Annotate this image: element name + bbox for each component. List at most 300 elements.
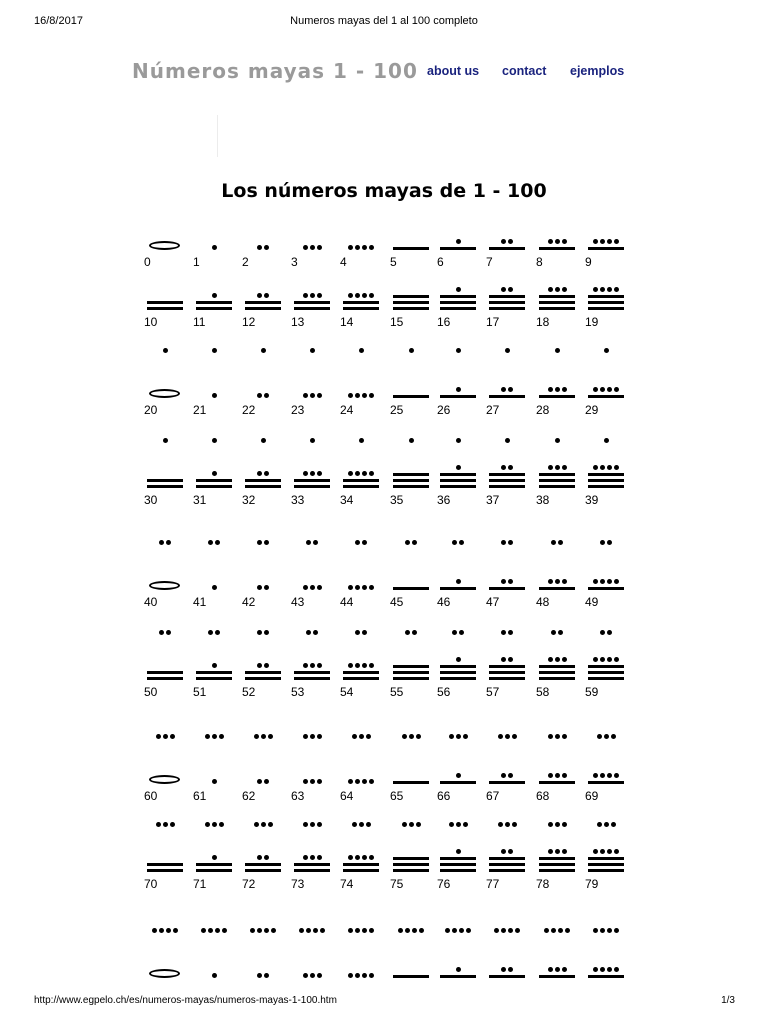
numeral-label: 36 [437, 493, 451, 507]
dot [317, 973, 322, 978]
upper-level-dots [241, 822, 285, 828]
bar-glyph [393, 307, 429, 310]
lower-level-dots [584, 387, 628, 393]
dot [419, 928, 424, 933]
dot [355, 630, 360, 635]
dot [212, 393, 217, 398]
dot [463, 734, 468, 739]
dot [412, 928, 417, 933]
dot [607, 967, 612, 972]
lower-level-dots [436, 967, 480, 973]
dot [212, 471, 217, 476]
dot [257, 585, 262, 590]
bar-glyph [588, 479, 624, 482]
bar-glyph [539, 857, 575, 860]
bar-glyph [588, 869, 624, 872]
lower-level-dots [584, 967, 628, 973]
numeral-label: 4 [340, 255, 347, 269]
bar-glyph [393, 247, 429, 250]
upper-level-dots [290, 734, 334, 740]
upper-level-dots [485, 928, 529, 934]
dot [593, 465, 598, 470]
dot [607, 239, 612, 244]
dot [303, 471, 308, 476]
dot [348, 973, 353, 978]
nav-contact[interactable]: contact [502, 64, 547, 78]
dot [614, 579, 619, 584]
dot [501, 849, 506, 854]
lower-level-dots [436, 773, 480, 779]
bar-glyph [393, 301, 429, 304]
dot [362, 855, 367, 860]
nav-about-us[interactable]: about us [427, 64, 480, 78]
dot [166, 630, 171, 635]
lower-level-dots [241, 855, 285, 861]
dot [348, 928, 353, 933]
bar-glyph [440, 587, 476, 590]
numeral-label: 69 [585, 789, 599, 803]
upper-level-dots [143, 822, 187, 828]
dot [264, 471, 269, 476]
shell-zero-glyph [149, 969, 180, 978]
dot [456, 849, 461, 854]
dot [459, 928, 464, 933]
dot [501, 967, 506, 972]
lower-level-dots [241, 779, 285, 785]
bar-glyph [588, 473, 624, 476]
numeral-label: 39 [585, 493, 599, 507]
bar-glyph [393, 671, 429, 674]
numeral-label: 20 [144, 403, 158, 417]
dot [264, 779, 269, 784]
upper-level-dots [389, 928, 433, 934]
lower-level-dots [339, 973, 383, 979]
dot [310, 585, 315, 590]
bar-glyph [196, 863, 232, 866]
dot [501, 630, 506, 635]
dot [362, 663, 367, 668]
bar-glyph [489, 671, 525, 674]
numeral-label: 47 [486, 595, 500, 609]
lower-level-dots [339, 855, 383, 861]
bar-glyph [588, 247, 624, 250]
bar-glyph [196, 479, 232, 482]
dot [600, 967, 605, 972]
bar-glyph [588, 863, 624, 866]
dot [170, 822, 175, 827]
dot [405, 630, 410, 635]
dot [310, 245, 315, 250]
numeral-label: 1 [193, 255, 200, 269]
upper-level-dots [436, 540, 480, 546]
bar-glyph [245, 307, 281, 310]
dot [555, 579, 560, 584]
bar-glyph [489, 781, 525, 784]
bar-glyph [343, 677, 379, 680]
bar-glyph [343, 301, 379, 304]
dot [257, 293, 262, 298]
dot [498, 822, 503, 827]
dot [355, 245, 360, 250]
dot [548, 239, 553, 244]
dot [555, 387, 560, 392]
dot [303, 585, 308, 590]
numeral-label: 57 [486, 685, 500, 699]
dot [310, 471, 315, 476]
numeral-label: 71 [193, 877, 207, 891]
dot [607, 773, 612, 778]
dot [303, 393, 308, 398]
dot [359, 348, 364, 353]
dot [310, 779, 315, 784]
dot [456, 387, 461, 392]
bar-glyph [294, 869, 330, 872]
numeral-label: 58 [536, 685, 550, 699]
dot [548, 579, 553, 584]
bar-glyph [393, 295, 429, 298]
dot [398, 928, 403, 933]
bar-glyph [147, 301, 183, 304]
dot [222, 928, 227, 933]
upper-level-dots [535, 734, 579, 740]
lower-level-dots [436, 239, 480, 245]
bar-glyph [489, 587, 525, 590]
lower-level-dots [241, 663, 285, 669]
numeral-label: 17 [486, 315, 500, 329]
dot [515, 928, 520, 933]
dot [604, 438, 609, 443]
site-title[interactable]: Números mayas 1 - 100 [132, 59, 418, 83]
numeral-label: 7 [486, 255, 493, 269]
dot [501, 928, 506, 933]
bar-glyph [539, 473, 575, 476]
dot [508, 928, 513, 933]
dot [466, 928, 471, 933]
lower-level-dots [241, 293, 285, 299]
dot [600, 579, 605, 584]
dot [313, 540, 318, 545]
lower-level-dots [584, 773, 628, 779]
upper-level-dots [535, 348, 579, 354]
lower-level-dots [436, 657, 480, 663]
dot [159, 540, 164, 545]
bar-glyph [539, 395, 575, 398]
lower-level-dots [192, 245, 236, 251]
dot [303, 822, 308, 827]
numeral-label: 66 [437, 789, 451, 803]
upper-level-dots [584, 928, 628, 934]
bar-glyph [393, 975, 429, 978]
bar-glyph [588, 975, 624, 978]
dot [212, 293, 217, 298]
dot [163, 348, 168, 353]
dot [558, 540, 563, 545]
dot [264, 393, 269, 398]
dot [409, 438, 414, 443]
dot [166, 540, 171, 545]
dot [348, 663, 353, 668]
upper-level-dots [192, 734, 236, 740]
dot [456, 773, 461, 778]
bar-glyph [294, 485, 330, 488]
numeral-label: 12 [242, 315, 256, 329]
dot [409, 734, 414, 739]
bar-glyph [489, 307, 525, 310]
lower-level-dots [290, 779, 334, 785]
numeral-label: 64 [340, 789, 354, 803]
bar-glyph [588, 395, 624, 398]
dot [306, 928, 311, 933]
numeral-label: 19 [585, 315, 599, 329]
dot [317, 855, 322, 860]
bar-glyph [196, 869, 232, 872]
bar-glyph [539, 485, 575, 488]
dot [614, 928, 619, 933]
numeral-label: 14 [340, 315, 354, 329]
dot [449, 734, 454, 739]
numeral-label: 44 [340, 595, 354, 609]
dot [257, 540, 262, 545]
upper-level-dots [339, 438, 383, 444]
dot [501, 579, 506, 584]
upper-level-dots [389, 822, 433, 828]
lower-level-dots [535, 849, 579, 855]
upper-level-dots [584, 348, 628, 354]
upper-level-dots [485, 348, 529, 354]
dot [317, 779, 322, 784]
upper-level-dots [584, 822, 628, 828]
dot [362, 245, 367, 250]
dot [317, 585, 322, 590]
upper-level-dots [535, 822, 579, 828]
dot [409, 822, 414, 827]
upper-level-dots [192, 438, 236, 444]
dot [548, 773, 553, 778]
dot [257, 245, 262, 250]
lower-level-dots [290, 585, 334, 591]
dot [551, 928, 556, 933]
numeral-label: 79 [585, 877, 599, 891]
nav-ejemplos[interactable]: ejemplos [570, 64, 625, 78]
dot [498, 734, 503, 739]
lower-level-dots [485, 657, 529, 663]
print-url: http://www.egpelo.ch/es/numeros-mayas/numeros-mayas-1-100.htm [34, 995, 337, 1006]
upper-level-dots [143, 630, 187, 636]
dot [268, 822, 273, 827]
dot [362, 630, 367, 635]
bar-glyph [588, 307, 624, 310]
numeral-label: 54 [340, 685, 354, 699]
bar-glyph [588, 301, 624, 304]
dot [303, 855, 308, 860]
lower-level-dots [339, 471, 383, 477]
upper-level-dots [436, 928, 480, 934]
dot [508, 387, 513, 392]
dot [310, 293, 315, 298]
bar-glyph [440, 479, 476, 482]
bar-glyph [539, 295, 575, 298]
upper-level-dots [192, 348, 236, 354]
bar-glyph [245, 869, 281, 872]
numeral-label: 5 [390, 255, 397, 269]
dot [359, 438, 364, 443]
numeral-label: 75 [390, 877, 404, 891]
lower-level-dots [485, 967, 529, 973]
dot [369, 928, 374, 933]
dot [456, 438, 461, 443]
dot [166, 928, 171, 933]
dot [600, 928, 605, 933]
dot [212, 663, 217, 668]
dot [597, 822, 602, 827]
lower-level-dots [584, 579, 628, 585]
lower-level-dots [485, 387, 529, 393]
dot [456, 287, 461, 292]
upper-level-dots [436, 734, 480, 740]
dot [369, 585, 374, 590]
numeral-label: 60 [144, 789, 158, 803]
upper-level-dots [389, 630, 433, 636]
upper-level-dots [584, 734, 628, 740]
bar-glyph [245, 677, 281, 680]
lower-level-dots [485, 773, 529, 779]
dot [456, 734, 461, 739]
upper-level-dots [339, 348, 383, 354]
numeral-label: 68 [536, 789, 550, 803]
bar-glyph [393, 587, 429, 590]
dot [355, 393, 360, 398]
upper-level-dots [436, 438, 480, 444]
numeral-label: 37 [486, 493, 500, 507]
dot [614, 287, 619, 292]
numeral-label: 22 [242, 403, 256, 417]
numeral-label: 76 [437, 877, 451, 891]
lower-level-dots [485, 849, 529, 855]
dot [352, 822, 357, 827]
numeral-label: 59 [585, 685, 599, 699]
lower-level-dots [339, 585, 383, 591]
shell-zero-glyph [149, 581, 180, 590]
numeral-label: 10 [144, 315, 158, 329]
numeral-label: 13 [291, 315, 305, 329]
dot [212, 973, 217, 978]
dot [219, 822, 224, 827]
dot [310, 855, 315, 860]
dot [303, 973, 308, 978]
dot [607, 387, 612, 392]
upper-level-dots [485, 540, 529, 546]
bar-glyph [489, 479, 525, 482]
bar-glyph [294, 479, 330, 482]
dot [306, 540, 311, 545]
dot [600, 387, 605, 392]
bar-glyph [294, 863, 330, 866]
dot [159, 928, 164, 933]
numeral-label: 3 [291, 255, 298, 269]
dot [501, 287, 506, 292]
dot [607, 287, 612, 292]
bar-glyph [440, 395, 476, 398]
dot [501, 657, 506, 662]
bar-glyph [539, 479, 575, 482]
dot [459, 630, 464, 635]
dot [257, 471, 262, 476]
bar-glyph [147, 677, 183, 680]
numeral-label: 25 [390, 403, 404, 417]
lower-level-dots [192, 779, 236, 785]
dot [348, 779, 353, 784]
upper-level-dots [485, 822, 529, 828]
page-heading: Los números mayas de 1 - 100 [221, 180, 547, 202]
numeral-label: 42 [242, 595, 256, 609]
upper-level-dots [290, 438, 334, 444]
upper-level-dots [241, 540, 285, 546]
dot [607, 849, 612, 854]
numeral-label: 15 [390, 315, 404, 329]
dot [508, 849, 513, 854]
dot [310, 663, 315, 668]
dot [548, 387, 553, 392]
bar-glyph [343, 485, 379, 488]
dot [317, 293, 322, 298]
bar-glyph [393, 473, 429, 476]
bar-glyph [489, 869, 525, 872]
dot [607, 540, 612, 545]
lower-level-dots [290, 663, 334, 669]
bar-glyph [440, 671, 476, 674]
bar-glyph [393, 485, 429, 488]
upper-level-dots [143, 540, 187, 546]
dot [456, 967, 461, 972]
upper-level-dots [290, 928, 334, 934]
upper-level-dots [339, 734, 383, 740]
dot [600, 239, 605, 244]
bar-glyph [440, 665, 476, 668]
lower-level-dots [436, 849, 480, 855]
numeral-label: 2 [242, 255, 249, 269]
bar-glyph [440, 975, 476, 978]
dot [452, 630, 457, 635]
dot [355, 663, 360, 668]
bar-glyph [147, 307, 183, 310]
dot [362, 779, 367, 784]
dot [555, 657, 560, 662]
dot [416, 822, 421, 827]
dot [170, 734, 175, 739]
bar-glyph [440, 863, 476, 866]
dot [264, 973, 269, 978]
numeral-label: 24 [340, 403, 354, 417]
dot [463, 822, 468, 827]
lower-level-dots [339, 393, 383, 399]
numeral-label: 62 [242, 789, 256, 803]
dot [317, 663, 322, 668]
dot [313, 630, 318, 635]
numeral-label: 61 [193, 789, 207, 803]
dot [348, 293, 353, 298]
numeral-label: 27 [486, 403, 500, 417]
bar-glyph [539, 247, 575, 250]
numeral-label: 32 [242, 493, 256, 507]
dot [359, 734, 364, 739]
bar-glyph [393, 665, 429, 668]
dot [548, 967, 553, 972]
dot [313, 928, 318, 933]
dot [562, 239, 567, 244]
bar-glyph [196, 307, 232, 310]
bar-glyph [489, 863, 525, 866]
dot [416, 734, 421, 739]
